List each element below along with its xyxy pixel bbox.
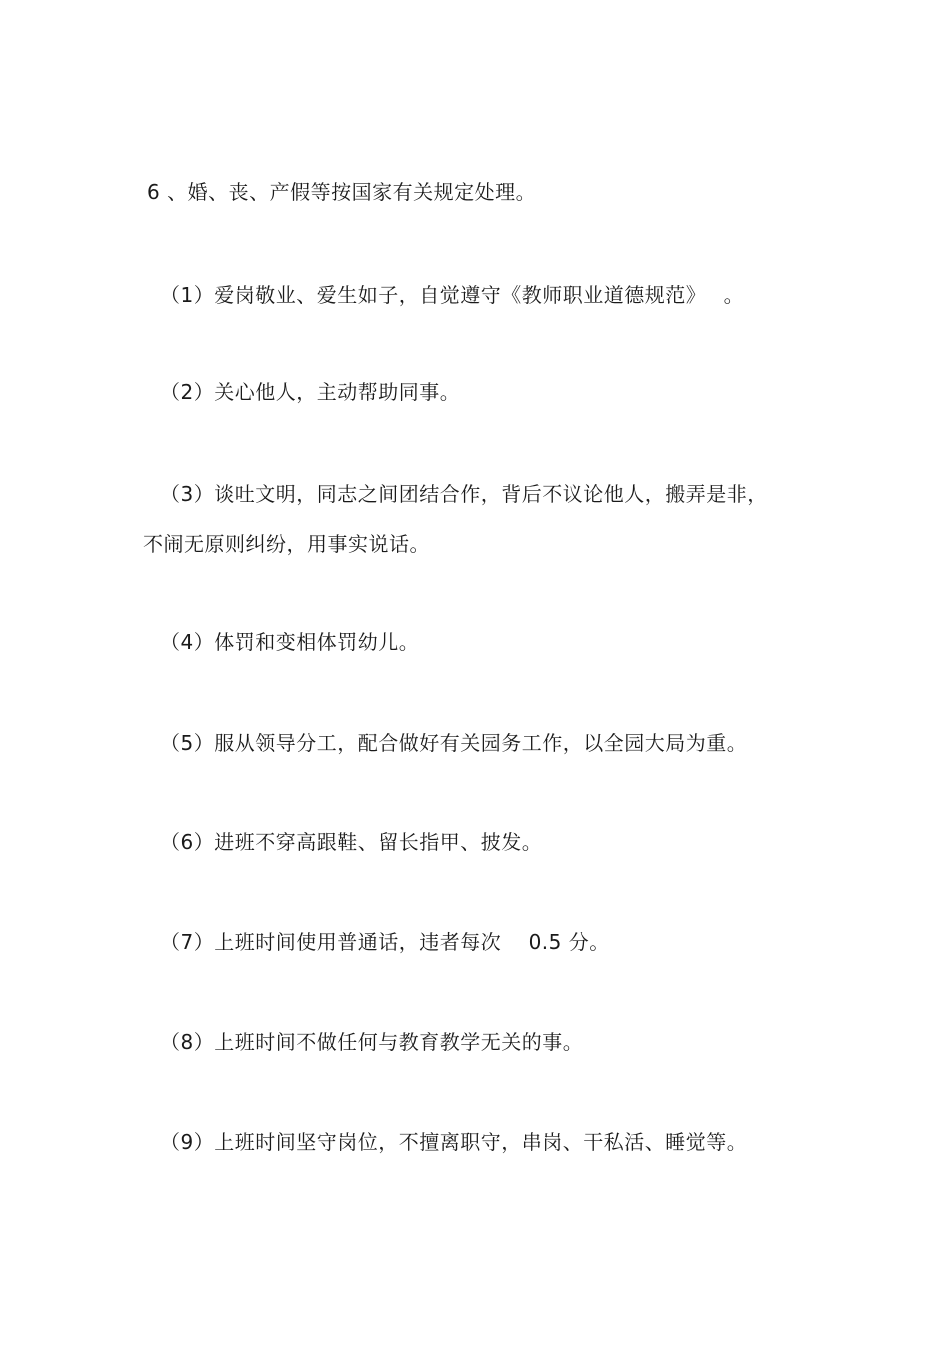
rule-subitem-3: （3）谈吐文明，同志之间团结合作，背后不议论他人，搬弄是非，: [160, 482, 768, 506]
rule-subitem-1: （1）爱岗敬业、爱生如子，自觉遵守《教师职业道德规范》 。: [160, 283, 745, 307]
rule-subitem-3-continued: 不闹无原则纠纷，用事实说话。: [143, 532, 430, 556]
rule-subitem-5: （5）服从领导分工，配合做好有关园务工作，以全园大局为重。: [160, 731, 748, 755]
rule-item-6: 6 、婚、丧、产假等按国家有关规定处理。: [147, 180, 537, 204]
rule-subitem-6: （6）进班不穿高跟鞋、留长指甲、披发。: [160, 830, 543, 854]
rule-subitem-9: （9）上班时间坚守岗位，不擅离职守，串岗、干私活、睡觉等。: [160, 1130, 748, 1154]
rule-subitem-8: （8）上班时间不做任何与教育教学无关的事。: [160, 1030, 584, 1054]
rule-subitem-7: （7）上班时间使用普通话，违者每次 0.5 分。: [160, 930, 610, 954]
rule-subitem-4: （4）体罚和变相体罚幼儿。: [160, 630, 420, 654]
rule-subitem-2: （2）关心他人，主动帮助同事。: [160, 380, 461, 404]
